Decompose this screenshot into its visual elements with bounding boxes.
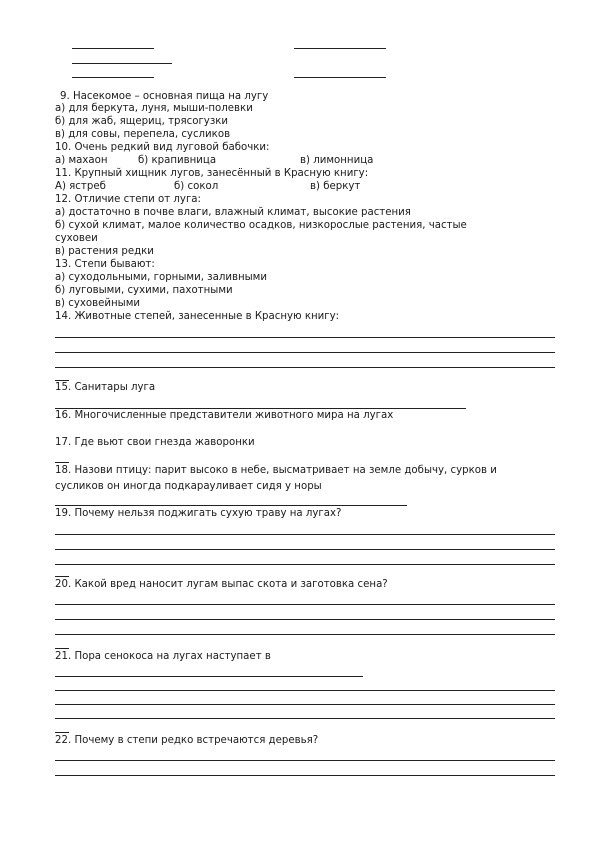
question-10-option-a: а) махаон (55, 155, 108, 166)
answer-line[interactable] (55, 760, 555, 761)
answer-blank[interactable] (72, 63, 172, 64)
question-20-title: 20. Какой вред наносит лугам выпас скота и заготовка сена? (55, 579, 388, 590)
answer-line[interactable] (55, 775, 555, 776)
answer-line[interactable] (55, 549, 555, 550)
separator-line (55, 576, 69, 577)
question-12-option-b: б) сухой климат, малое количество осадков, низкорослые растения, частые (55, 220, 467, 231)
question-11-option-a: А) ястреб (55, 181, 106, 192)
question-10-option-c: в) лимонница (300, 155, 374, 166)
answer-line[interactable] (55, 534, 555, 535)
separator-line (55, 648, 69, 649)
question-10-option-b: б) крапивница (138, 155, 217, 166)
answer-line[interactable] (55, 564, 555, 565)
answer-line[interactable] (55, 367, 555, 368)
answer-line[interactable] (55, 619, 555, 620)
answer-line[interactable] (55, 690, 555, 691)
question-18-line-1: 18. Назови птицу: парит высоко в небе, высматривает на земле добычу, сурков и (55, 465, 497, 476)
answer-line[interactable] (55, 337, 555, 338)
answer-line[interactable] (55, 704, 555, 705)
question-13-title: 13. Степи бывают: (55, 259, 155, 270)
question-13-option-c: в) суховейными (55, 298, 141, 309)
answer-line[interactable] (55, 604, 555, 605)
question-17-title: 17. Где вьют свои гнезда жаворонки (55, 437, 255, 448)
answer-blank[interactable] (294, 77, 386, 78)
question-14-title: 14. Животные степей, занесенные в Красную книгу: (55, 311, 340, 322)
question-9-option-b: б) для жаб, ящериц, трясогузки (55, 116, 229, 127)
question-11-option-c: в) беркут (310, 181, 361, 192)
separator-line (55, 462, 69, 463)
question-12-option-b-continued: суховеи (55, 233, 98, 244)
question-11-option-b: б) сокол (174, 181, 219, 192)
separator-line (55, 380, 69, 381)
answer-line[interactable] (55, 718, 555, 719)
question-13-option-a: а) суходольными, горными, заливными (55, 272, 267, 283)
question-10-title: 10. Очень редкий вид луговой бабочки: (55, 142, 270, 153)
separator-line (55, 732, 69, 733)
question-12-option-a: а) достаточно в почве влаги, влажный климат, высокие растения (55, 207, 411, 218)
question-12-title: 12. Отличие степи от луга: (55, 194, 201, 205)
question-11-title: 11. Крупный хищник лугов, занесённый в Красную книгу: (55, 168, 369, 179)
answer-line[interactable] (55, 352, 555, 353)
question-19-title: 19. Почему нельзя поджигать сухую траву на лугах? (55, 508, 342, 519)
answer-line[interactable] (55, 505, 407, 506)
answer-line[interactable] (55, 634, 555, 635)
question-21-title: 21. Пора сенокоса на лугах наступает в (55, 651, 271, 662)
question-9-option-a: а) для беркута, луня, мыши-полевки (55, 103, 253, 114)
question-16-title: 16. Многочисленные представители животного мира на лугах (55, 410, 394, 421)
question-15-title: 15. Санитары луга (55, 382, 156, 393)
question-9-title: 9. Насекомое – основная пища на лугу (60, 91, 269, 102)
answer-blank[interactable] (294, 48, 386, 49)
question-9-option-c: в) для совы, перепела, сусликов (55, 129, 231, 140)
question-13-option-b: б) луговыми, сухими, пахотными (55, 285, 233, 296)
question-18-line-2: сусликов он иногда подкарауливает сидя у норы (55, 481, 322, 492)
question-22-title: 22. Почему в степи редко встречаются деревья? (55, 735, 319, 746)
question-12-option-c: в) растения редки (55, 246, 154, 257)
answer-line[interactable] (55, 676, 363, 677)
answer-blank[interactable] (72, 48, 154, 49)
answer-line[interactable] (55, 408, 466, 409)
answer-blank[interactable] (72, 77, 154, 78)
